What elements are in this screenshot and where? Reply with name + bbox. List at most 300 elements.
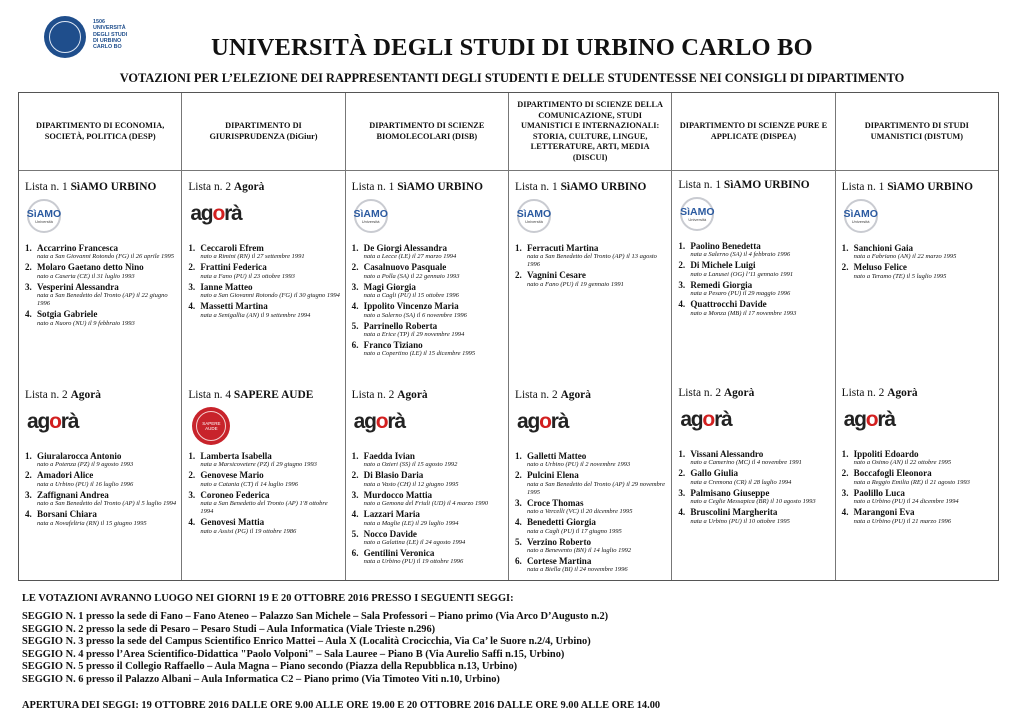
list-number: Lista n. 1 bbox=[351, 181, 395, 193]
candidate-name bbox=[678, 507, 830, 517]
candidate-number: 5. bbox=[351, 528, 359, 539]
candidate-name-text: Paolino Benedetta bbox=[690, 241, 761, 251]
candidate-number: 3. bbox=[351, 489, 359, 500]
candidate-birth-detail: nato a Caserta (CE) il 31 luglio 1993 bbox=[37, 272, 135, 280]
candidate-name bbox=[678, 468, 830, 478]
candidate-birth-detail: nato a Vercelli (VC) il 20 dicembre 1995 bbox=[526, 508, 633, 516]
list-name: SAPERE AUDE bbox=[233, 389, 314, 401]
candidate-name-text: Murdocco Mattia bbox=[363, 489, 433, 500]
candidate-birth-detail: nata a Cagli (PU) il 15 ottobre 1996 bbox=[363, 292, 459, 300]
candidate-birth-detail: nato a Copertino (LE) il 15 dicembre 1995 bbox=[363, 350, 476, 358]
candidate-name bbox=[25, 309, 177, 319]
candidate-name-text: Marangoni Eva bbox=[853, 507, 915, 518]
candidate-item bbox=[352, 509, 504, 527]
candidate-name bbox=[515, 270, 667, 280]
seggio-4: SEGGIO N. 4 presso l’Area Scientifico-Didattica "Paolo Volponi" – Sala Lauree – Piano B (Via Aurelio Saffi n.15, Urbino) bbox=[22, 648, 565, 660]
candidate-name bbox=[678, 260, 830, 270]
candidate-birth-detail: nato a Gemona del Friuli (UD) il 4 marzo 1990 bbox=[363, 500, 489, 508]
candidate-item bbox=[515, 243, 667, 269]
candidate-birth-detail: nato a Urbino (PU) il 24 dicembre 1994 bbox=[853, 498, 959, 506]
candidate-number: 1. bbox=[188, 243, 196, 253]
candidate-name-text: Giuralarocca Antonio bbox=[37, 451, 122, 461]
siamo-logo-sub: Università bbox=[525, 218, 543, 224]
candidate-name bbox=[842, 449, 994, 459]
candidate-name bbox=[188, 243, 340, 253]
candidate-list bbox=[25, 451, 177, 528]
candidate-birth-detail: nato a Polla (SA) il 22 gennaio 1993 bbox=[363, 272, 460, 280]
candidate-number: 4. bbox=[25, 309, 32, 320]
department-column bbox=[509, 93, 672, 580]
candidate-name-text: Meluso Felice bbox=[853, 262, 907, 273]
candidate-number: 6. bbox=[351, 548, 359, 559]
candidate-item bbox=[678, 468, 830, 486]
department-header: DIPARTIMENTO DI STUDI UMANISTICI (DISTUM) bbox=[836, 93, 998, 171]
apertura-seggi: APERTURA DEI SEGGI: 19 OTTOBRE 2016 DALLE ORE 9.00 ALLE ORE 19.00 E 20 OTTOBRE 2016 DALLE ORE 9.00 ALLE ORE 14.00 bbox=[22, 700, 661, 711]
candidate-name-text: Ceccaroli Efrem bbox=[200, 243, 264, 253]
seggio-5: SEGGIO N. 5 presso il Collegio Raffaello – Aula Magna – Piano secondo (Piazza della Repubblica n.13, Urbino) bbox=[22, 661, 518, 673]
candidate-birth-detail: nato a Rimini (RN) il 27 settembre 1991 bbox=[200, 253, 305, 261]
candidate-item bbox=[25, 282, 177, 308]
candidate-name bbox=[352, 548, 504, 558]
list-number: Lista n. 2 bbox=[514, 389, 558, 401]
list-block bbox=[842, 387, 994, 527]
candidate-item bbox=[25, 262, 177, 280]
list-heading bbox=[842, 387, 994, 400]
agora-logo-part-b: rà bbox=[550, 410, 569, 433]
candidate-number: 6. bbox=[514, 556, 522, 567]
candidate-name-text: Bruscolini Margherita bbox=[690, 507, 778, 518]
agora-logo bbox=[190, 199, 241, 229]
candidate-name bbox=[188, 262, 340, 272]
candidate-item bbox=[188, 451, 340, 469]
siamo-logo-sub: Università bbox=[361, 218, 380, 224]
candidate-birth-detail: nato a Osimo (AN) il 22 ottobre 1995 bbox=[853, 459, 952, 467]
department-column bbox=[836, 93, 998, 580]
candidate-item bbox=[352, 282, 504, 300]
siamo-logo-word: SìAMO bbox=[516, 207, 552, 220]
candidate-name bbox=[188, 517, 340, 527]
candidate-birth-detail: nato a San Benedetto del Tronto (AP) il 5 luglio 1994 bbox=[37, 500, 177, 508]
notice-intro: LE VOTAZIONI AVRANNO LUOGO NEI GIORNI 19 E 20 OTTOBRE 2016 PRESSO I SEGUENTI SEGGI: bbox=[22, 593, 514, 604]
candidate-name bbox=[188, 451, 340, 461]
candidate-number: 2. bbox=[25, 470, 32, 481]
agora-logo-wrap bbox=[678, 405, 830, 445]
candidate-number: 1. bbox=[841, 243, 849, 253]
candidate-name bbox=[678, 241, 830, 251]
candidate-item bbox=[678, 488, 830, 506]
candidate-item bbox=[352, 301, 504, 319]
list-number: Lista n. 2 bbox=[351, 389, 395, 401]
candidate-number: 2. bbox=[678, 468, 686, 479]
candidate-name-text: Vagnini Cesare bbox=[526, 270, 586, 281]
agora-logo-accent: o bbox=[865, 408, 878, 431]
agora-logo-part-a: ag bbox=[843, 408, 866, 431]
candidate-name bbox=[25, 282, 177, 292]
candidate-number: 3. bbox=[351, 281, 359, 292]
candidate-name bbox=[25, 490, 177, 500]
list-block bbox=[515, 181, 667, 290]
list-block bbox=[352, 181, 504, 359]
candidate-birth-detail: nata a San Benedetto del Tronto (AP) il 13 agosto 1996 bbox=[526, 253, 657, 269]
candidate-name-text: Gentilini Veronica bbox=[363, 548, 435, 559]
siamo-logo-wrap bbox=[352, 199, 504, 239]
list-block bbox=[25, 181, 177, 329]
agora-logo-part-a: ag bbox=[190, 202, 213, 225]
siamo-logo-wrap bbox=[678, 197, 830, 237]
candidate-name-text: Frattini Federica bbox=[200, 262, 267, 273]
candidate-birth-detail: nato a Lanusei (OG) l’11 gennaio 1991 bbox=[690, 270, 794, 278]
candidate-name bbox=[25, 262, 177, 272]
candidate-number: 4. bbox=[351, 301, 359, 312]
candidate-number: 4. bbox=[351, 509, 359, 520]
department-column bbox=[19, 93, 182, 580]
seal-text: 1506 UNIVERSITÀ DEGLI STUDI DI URBINO CARLO BO bbox=[93, 19, 128, 51]
department-column bbox=[672, 93, 835, 580]
candidate-item bbox=[25, 309, 177, 327]
departments-grid bbox=[18, 92, 999, 581]
candidate-item bbox=[678, 507, 830, 525]
candidate-number: 3. bbox=[678, 487, 686, 498]
candidate-name bbox=[25, 243, 177, 253]
candidate-name-text: Boccafogli Eleonora bbox=[853, 468, 932, 479]
list-block bbox=[515, 389, 667, 575]
candidate-name bbox=[352, 262, 504, 272]
candidate-item bbox=[25, 243, 177, 261]
candidate-item bbox=[678, 299, 830, 317]
candidate-item bbox=[678, 260, 830, 278]
candidate-item bbox=[352, 470, 504, 488]
department-header: DIPARTIMENTO DI SCIENZE PURE E APPLICATE (DISPEA) bbox=[672, 93, 834, 171]
candidate-name-text: De Giorgi Alessandra bbox=[363, 243, 448, 253]
candidate-item bbox=[515, 270, 667, 288]
candidate-name bbox=[515, 517, 667, 527]
agora-logo-part-a: ag bbox=[680, 408, 703, 431]
candidate-birth-detail: nato a Galatina (LE) il 24 agosto 1994 bbox=[363, 539, 466, 547]
candidate-birth-detail: nato a Urbino (PU) il 2 novembre 1993 bbox=[526, 461, 631, 469]
candidate-birth-detail: nata a Lecce (LE) il 27 marzo 1994 bbox=[363, 253, 457, 261]
candidate-item bbox=[188, 262, 340, 280]
candidate-list bbox=[678, 449, 830, 526]
agora-logo-wrap bbox=[515, 407, 667, 447]
siamo-logo bbox=[354, 199, 388, 233]
candidate-birth-detail: nata a Urbino (PU) il 16 luglio 1996 bbox=[37, 480, 134, 488]
candidate-item bbox=[515, 556, 667, 574]
candidate-name-text: Palmisano Giuseppe bbox=[690, 487, 770, 498]
candidate-item bbox=[842, 243, 994, 261]
siamo-logo bbox=[27, 199, 61, 233]
candidate-number: 1. bbox=[25, 243, 32, 253]
list-name: Agorà bbox=[887, 387, 918, 399]
candidate-number: 3. bbox=[25, 489, 32, 500]
list-heading bbox=[842, 181, 994, 194]
candidate-number: 6. bbox=[351, 340, 359, 351]
list-heading bbox=[25, 389, 177, 402]
candidate-birth-detail: nato a Salerno (SA) il 6 novembre 1996 bbox=[363, 311, 467, 319]
candidate-birth-detail: nata a Urbino (PU) il 10 ottobre 1995 bbox=[690, 517, 790, 525]
candidate-name bbox=[842, 468, 994, 478]
list-heading bbox=[188, 389, 340, 402]
candidate-item bbox=[842, 262, 994, 280]
candidate-name bbox=[678, 299, 830, 309]
candidate-birth-detail: nata a Maglie (LE) il 29 luglio 1994 bbox=[363, 519, 459, 527]
candidate-name-text: Sotgia Gabriele bbox=[37, 309, 98, 320]
candidate-name-text: Ferracuti Martina bbox=[526, 243, 599, 253]
list-block bbox=[352, 389, 504, 567]
agora-logo-part-a: ag bbox=[353, 410, 376, 433]
agora-logo bbox=[680, 405, 731, 435]
candidate-birth-detail: nata a Erice (TP) il 29 novembre 1994 bbox=[363, 331, 465, 339]
candidate-name bbox=[352, 301, 504, 311]
candidate-birth-detail: nato a Fano (PU) il 19 gennaio 1991 bbox=[526, 280, 624, 288]
candidate-number: 1. bbox=[841, 449, 849, 459]
candidate-name-text: Molaro Gaetano detto Nino bbox=[37, 262, 144, 273]
agora-logo-part-b: rà bbox=[714, 408, 732, 431]
candidate-number: 2. bbox=[188, 262, 196, 273]
list-number: Lista n. 2 bbox=[188, 181, 232, 193]
candidate-birth-detail: nata a Novafeltria (RN) il 15 giugno 1995 bbox=[37, 519, 147, 527]
candidate-name-text: Genovese Mario bbox=[200, 470, 264, 481]
candidate-name bbox=[842, 243, 994, 253]
agora-logo-accent: o bbox=[702, 408, 715, 431]
candidate-number: 1. bbox=[514, 243, 522, 253]
candidate-number: 1. bbox=[678, 241, 686, 251]
list-name: Agorà bbox=[397, 389, 428, 401]
agora-logo-accent: o bbox=[375, 410, 388, 433]
candidate-birth-detail: nata a Biella (BI) il 24 novembre 1996 bbox=[526, 566, 628, 574]
candidate-name bbox=[188, 301, 340, 311]
candidate-name bbox=[842, 262, 994, 272]
candidate-name-text: Verzino Roberto bbox=[526, 536, 592, 547]
candidate-list bbox=[842, 449, 994, 526]
candidate-item bbox=[25, 451, 177, 469]
candidate-name-text: Cortese Martina bbox=[526, 556, 592, 567]
candidate-number: 1. bbox=[351, 243, 359, 253]
department-column bbox=[346, 93, 509, 580]
candidate-number: 3. bbox=[514, 497, 522, 508]
list-name: SìAMO URBINO bbox=[560, 181, 647, 193]
candidate-name-text: Ippoliti Edoardo bbox=[853, 449, 919, 459]
candidate-name-text: Coroneo Federica bbox=[200, 489, 270, 500]
candidate-name bbox=[678, 488, 830, 498]
candidate-item bbox=[352, 451, 504, 469]
candidate-birth-detail: nata a Reggio Emilia (RE) il 21 agosto 1993 bbox=[853, 478, 970, 486]
department-column bbox=[182, 93, 345, 580]
candidate-birth-detail: nato a Monza (MB) il 17 novembre 1993 bbox=[690, 309, 797, 317]
candidate-birth-detail: nato a Ozieri (SS) il 15 agosto 1992 bbox=[363, 461, 458, 469]
candidate-name bbox=[515, 243, 667, 253]
list-block bbox=[678, 179, 830, 319]
candidate-number: 2. bbox=[514, 470, 522, 481]
candidate-name bbox=[352, 470, 504, 480]
candidate-birth-detail: nato a Potenza (PZ) il 9 agosto 1993 bbox=[37, 461, 134, 469]
list-block bbox=[25, 389, 177, 529]
candidate-number: 1. bbox=[188, 451, 196, 461]
candidate-birth-detail: nata a Salerno (SA) il 4 febbraio 1996 bbox=[690, 251, 791, 259]
list-number: Lista n. 2 bbox=[25, 389, 68, 401]
candidate-number: 5. bbox=[351, 320, 359, 331]
candidate-birth-detail: nata a Cremona (CR) il 28 luglio 1994 bbox=[690, 478, 792, 486]
candidate-birth-detail: nata a San Benedetto del Tronto (AP) 1'8 ottobre 1994 bbox=[200, 500, 328, 516]
candidate-number: 2. bbox=[188, 470, 196, 481]
agora-logo-accent: o bbox=[49, 410, 61, 433]
candidate-item bbox=[352, 548, 504, 566]
candidate-number: 4. bbox=[678, 299, 686, 310]
candidate-name bbox=[352, 282, 504, 292]
candidate-name bbox=[678, 449, 830, 459]
candidate-item bbox=[515, 517, 667, 535]
agora-logo-part-b: rà bbox=[387, 410, 405, 433]
list-heading bbox=[515, 181, 667, 194]
agora-logo-wrap bbox=[352, 407, 504, 447]
siamo-logo-word: SìAMO bbox=[680, 205, 715, 218]
siamo-logo-sub: Università bbox=[851, 218, 870, 224]
agora-logo bbox=[354, 407, 405, 437]
agora-logo-wrap bbox=[842, 405, 994, 445]
department-header: DIPARTIMENTO DI GIURISPRUDENZA (DiGiur) bbox=[182, 93, 344, 171]
candidate-name-text: Gallo Giulia bbox=[690, 468, 739, 479]
candidate-name-text: Benedetti Giorgia bbox=[526, 517, 596, 528]
candidate-name-text: Franco Tiziano bbox=[363, 340, 423, 351]
candidate-birth-detail: nato a Benevento (BN) il 14 luglio 1992 bbox=[526, 547, 632, 555]
siamo-logo-sub: Università bbox=[35, 218, 53, 224]
candidate-number: 2. bbox=[351, 470, 359, 481]
list-name: Agorà bbox=[560, 389, 591, 401]
list-heading bbox=[188, 181, 340, 194]
list-heading bbox=[25, 181, 177, 194]
siamo-logo bbox=[680, 197, 714, 231]
candidate-number: 2. bbox=[351, 262, 359, 273]
candidate-number: 2. bbox=[841, 468, 849, 479]
candidate-birth-detail: nata a Urbino (PU) il 19 ottobre 1996 bbox=[363, 558, 464, 566]
page-subtitle: VOTAZIONI PER L’ELEZIONE DEI RAPPRESENTANTI DEGLI STUDENTI E DELLE STUDENTESSE NEI CONSIGLI DI DIPARTIMENTO bbox=[119, 71, 905, 85]
candidate-name-text: Ippolito Vincenzo Maria bbox=[363, 301, 459, 312]
candidate-name bbox=[188, 470, 340, 480]
list-heading bbox=[352, 181, 504, 194]
candidate-item bbox=[515, 470, 667, 496]
candidate-name bbox=[515, 470, 667, 480]
candidate-birth-detail: nata a San Benedetto del Tronto (AP) il 22 giugno 1996 bbox=[37, 292, 168, 308]
candidate-birth-detail: nata a Urbino (PU) il 21 marzo 1996 bbox=[853, 517, 951, 525]
candidate-item bbox=[842, 507, 994, 525]
candidate-name bbox=[515, 537, 667, 547]
list-name: SìAMO URBINO bbox=[723, 179, 810, 191]
list-number: Lista n. 2 bbox=[841, 387, 885, 399]
candidate-list bbox=[188, 451, 340, 536]
candidate-item bbox=[842, 449, 994, 467]
candidate-name-text: Accarrino Francesca bbox=[37, 243, 119, 253]
candidate-item bbox=[188, 282, 340, 300]
candidate-name bbox=[352, 321, 504, 331]
candidate-list bbox=[25, 243, 177, 328]
candidate-birth-detail: nato a Teramo (TE) il 5 luglio 1995 bbox=[853, 272, 947, 280]
candidate-number: 3. bbox=[188, 281, 196, 292]
department-header: DIPARTIMENTO DI SCIENZE BIOMOLECOLARI (DISB) bbox=[346, 93, 508, 171]
candidate-list bbox=[678, 241, 830, 318]
candidate-name-text: Zaffignani Andrea bbox=[37, 489, 109, 500]
candidate-number: 4. bbox=[25, 509, 32, 520]
candidate-birth-detail: nata a San Benedetto del Tronto (AP) il 29 novembre 1995 bbox=[526, 480, 665, 496]
list-number: Lista n. 1 bbox=[841, 181, 885, 193]
candidate-item bbox=[678, 280, 830, 298]
agora-logo-part-a: ag bbox=[27, 410, 50, 433]
siamo-logo bbox=[517, 199, 551, 233]
agora-logo-accent: o bbox=[212, 202, 225, 225]
siamo-logo bbox=[844, 199, 878, 233]
candidate-name-text: Magi Giorgia bbox=[363, 281, 416, 292]
siamo-logo-wrap bbox=[515, 199, 667, 239]
candidate-list bbox=[188, 243, 340, 320]
candidate-number: 2. bbox=[841, 262, 849, 273]
candidate-list bbox=[515, 243, 667, 289]
candidate-name bbox=[352, 243, 504, 253]
candidate-birth-detail: nata a Senigallia (AN) il 9 settembre 1994 bbox=[200, 311, 311, 319]
agora-logo-part-a: ag bbox=[516, 410, 540, 433]
candidate-birth-detail: nata a Vasto (CH) il 12 giugno 1995 bbox=[363, 480, 459, 488]
candidate-name-text: Remedi Giorgia bbox=[690, 279, 753, 290]
candidate-number: 3. bbox=[188, 489, 196, 500]
candidate-name-text: Amadori Alice bbox=[37, 470, 94, 481]
candidate-name bbox=[842, 488, 994, 498]
candidate-name-text: Di Blasio Daria bbox=[363, 470, 424, 481]
candidate-name-text: Croce Thomas bbox=[526, 497, 584, 508]
candidate-name-text: Lazzari Maria bbox=[363, 509, 420, 520]
list-name: Agorà bbox=[70, 389, 101, 401]
candidate-number: 1. bbox=[25, 451, 32, 461]
candidate-number: 2. bbox=[25, 262, 32, 273]
page-title: UNIVERSITÀ DEGLI STUDI DI URBINO CARLO BO bbox=[211, 34, 813, 61]
siamo-logo-word: SìAMO bbox=[843, 207, 878, 220]
agora-logo-accent: o bbox=[539, 410, 551, 433]
siamo-logo-wrap bbox=[842, 199, 994, 239]
candidate-name bbox=[25, 451, 177, 461]
seggio-2: SEGGIO N. 2 presso la sede di Pesaro – Pesaro Studi – Aula Informatica (Viale Trieste n.296) bbox=[22, 623, 436, 635]
candidate-item bbox=[188, 470, 340, 488]
candidate-birth-detail: nata a Fano (PU) il 23 ottobre 1993 bbox=[200, 272, 295, 280]
candidate-item bbox=[352, 243, 504, 261]
list-name: Agorà bbox=[233, 181, 265, 193]
candidate-name-text: Nocco Davide bbox=[363, 528, 417, 539]
list-number: Lista n. 1 bbox=[25, 181, 68, 193]
department-header: DIPARTIMENTO DI ECONOMIA, SOCIETÀ, POLITICA (DESP) bbox=[19, 93, 181, 171]
candidate-name-text: Galletti Matteo bbox=[526, 451, 587, 461]
candidate-name-text: Paolillo Luca bbox=[853, 487, 905, 498]
candidate-name bbox=[352, 451, 504, 461]
candidate-birth-detail: nato a Assisi (PG) il 19 ottobre 1986 bbox=[200, 527, 297, 535]
seggio-1: SEGGIO N. 1 presso la sede di Fano – Fano Ateneo – Palazzo San Michele – Sala Professori – Piano primo (Via Arco D’Augusto n.2) bbox=[22, 611, 609, 622]
candidate-item bbox=[188, 301, 340, 319]
candidate-item bbox=[188, 490, 340, 516]
candidate-name-text: Casalnuovo Pasquale bbox=[363, 262, 447, 273]
candidate-item bbox=[25, 490, 177, 508]
candidate-number: 4. bbox=[514, 517, 522, 528]
agora-logo-wrap bbox=[25, 407, 177, 447]
list-name: Agorà bbox=[723, 387, 755, 399]
list-number: Lista n. 1 bbox=[514, 181, 558, 193]
list-heading bbox=[678, 179, 830, 192]
seggio-6: SEGGIO N. 6 presso il Palazzo Albani – Aula Informatica C2 – Piano primo (Via Timoteo Viti n.10, Urbino) bbox=[22, 674, 500, 685]
candidate-item bbox=[515, 451, 667, 469]
candidate-item bbox=[352, 321, 504, 339]
agora-logo bbox=[27, 407, 78, 437]
candidate-name bbox=[352, 340, 504, 350]
candidate-name bbox=[352, 509, 504, 519]
candidate-list bbox=[352, 451, 504, 566]
siamo-logo-word: SìAMO bbox=[353, 207, 388, 220]
seggio-3: SEGGIO N. 3 presso la sede del Campus Scientifico Enrico Mattei – Aula X (Località Crocicchia, Via Ca’ le Suore n.2/4, Urbino) bbox=[22, 636, 591, 648]
agora-logo-part-b: rà bbox=[224, 202, 242, 225]
candidate-name bbox=[25, 470, 177, 480]
candidate-item bbox=[188, 517, 340, 535]
